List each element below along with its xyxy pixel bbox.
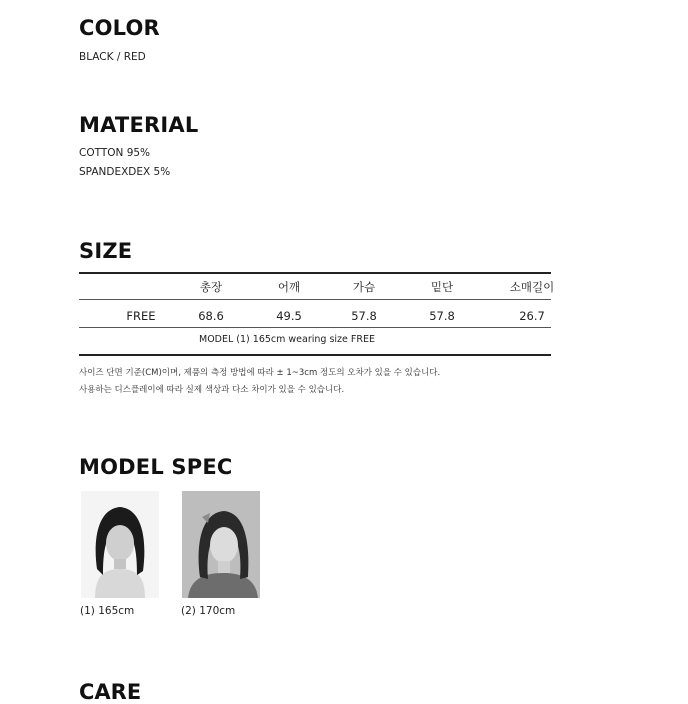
care-heading: CARE <box>79 680 142 704</box>
model-1-caption: (1) 165cm <box>80 605 135 617</box>
size-header-chest: 가슴 <box>352 280 376 294</box>
size-row-length: 68.6 <box>198 309 224 323</box>
size-row-hem: 57.8 <box>429 309 455 323</box>
size-note-display: 사용하는 디스플레이에 따라 실제 색상과 다소 차이가 있을 수 있습니다. <box>79 385 345 395</box>
model-2-caption: (2) 170cm <box>181 605 236 617</box>
material-heading: MATERIAL <box>79 113 199 137</box>
size-note-measure: 사이즈 단면 기준(CM)이며, 제품의 측정 방법에 따라 ± 1~3cm 정도의 오차가 있을 수 있습니다. <box>79 368 441 378</box>
size-table-row-rule <box>79 327 551 328</box>
model-1-photo <box>81 491 159 598</box>
size-heading: SIZE <box>79 239 133 263</box>
size-table-top-rule <box>79 272 551 274</box>
model-2-portrait <box>182 491 260 598</box>
color-value: BLACK / RED <box>79 51 146 63</box>
size-header-shoulder: 어깨 <box>277 280 301 294</box>
size-table-header-rule <box>79 299 551 300</box>
color-heading: COLOR <box>79 16 160 40</box>
size-table-bottom-rule <box>79 354 551 356</box>
size-header-hem: 밑단 <box>430 280 454 294</box>
material-line-spandex: SPANDEXDEX 5% <box>79 166 171 178</box>
size-header-sleeve: 소매길이 <box>509 280 555 294</box>
size-row-label: FREE <box>126 309 156 323</box>
model-spec-heading: MODEL SPEC <box>79 455 233 479</box>
size-row-sleeve: 26.7 <box>519 309 545 323</box>
material-line-cotton: COTTON 95% <box>79 147 151 159</box>
size-notes <box>79 365 440 399</box>
size-row-chest: 57.8 <box>351 309 377 323</box>
size-row-shoulder: 49.5 <box>276 309 302 323</box>
model-1-portrait <box>81 491 159 598</box>
model-2-photo <box>182 491 260 598</box>
size-model-note: MODEL (1) 165cm wearing size FREE <box>199 334 375 345</box>
size-header-length: 총장 <box>199 280 223 294</box>
